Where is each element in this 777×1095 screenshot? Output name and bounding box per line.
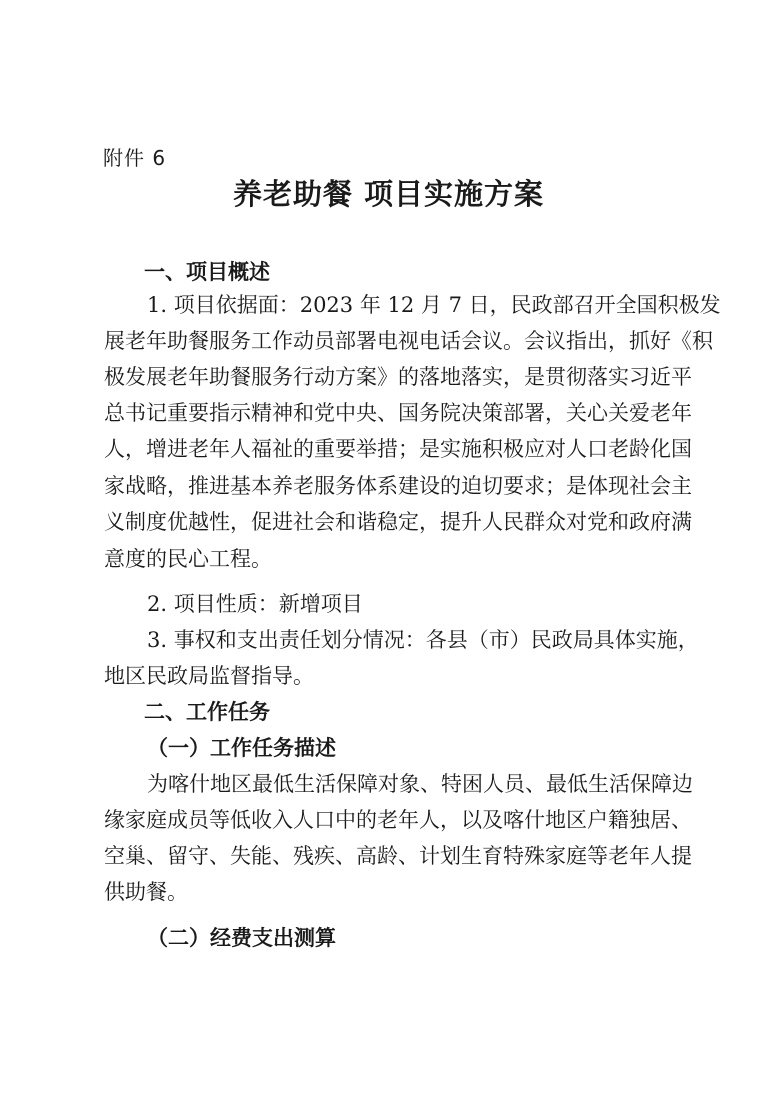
attachment-label: 附件 6 (103, 146, 167, 170)
para1-line-8: 意度的民心工程。 (104, 547, 272, 571)
para1-line-2: 展老年助餐服务工作动员部署电视电话会议。会议指出，抓好《积 (104, 329, 713, 353)
section1-heading: 一、项目概述 (144, 260, 270, 284)
para1-line-7: 义制度优越性，促进社会和谐稳定，提升人民群众对党和政府满 (104, 510, 692, 534)
para3-line-2: 地区民政局监督指导。 (104, 664, 314, 688)
sub1-line-3: 空巢、留守、失能、残疾、高龄、计划生育特殊家庭等老年人提 (104, 844, 692, 868)
para1-line-4: 总书记重要指示精神和党中央、国务院决策部署，关心关爱老年 (104, 401, 692, 425)
para1-line-3: 极发展老年助餐服务行动方案》的落地落实，是贯彻落实习近平 (104, 365, 692, 389)
para1-line-5: 人，增进老年人福祉的重要举措；是实施积极应对人口老龄化国 (104, 437, 692, 461)
sub1-line-4: 供助餐。 (104, 880, 188, 904)
section2-heading: 二、工作任务 (144, 700, 270, 724)
para2: 2. 项目性质：新增项目 (147, 592, 363, 616)
sub1-line-1: 为喀什地区最低生活保障对象、特困人员、最低生活保障边 (147, 772, 693, 796)
subsection2-heading: （二）经费支出测算 (147, 925, 336, 950)
sub1-line-2: 缘家庭成员等低收入人口中的老年人，以及喀什地区户籍独居、 (104, 808, 692, 832)
para1-line-1: 1. 项目依据面：2023 年 12 月 7 日，民政部召开全国积极发 (147, 293, 721, 317)
para1-line-6: 家战略，推进基本养老服务体系建设的迫切要求；是体现社会主 (104, 474, 692, 498)
document-title: 养老助餐 项目实施方案 (232, 177, 545, 211)
subsection1-heading: （一）工作任务描述 (147, 735, 336, 760)
para3-line-1: 3. 事权和支出责任划分情况：各县（市）民政局具体实施， (147, 628, 699, 652)
